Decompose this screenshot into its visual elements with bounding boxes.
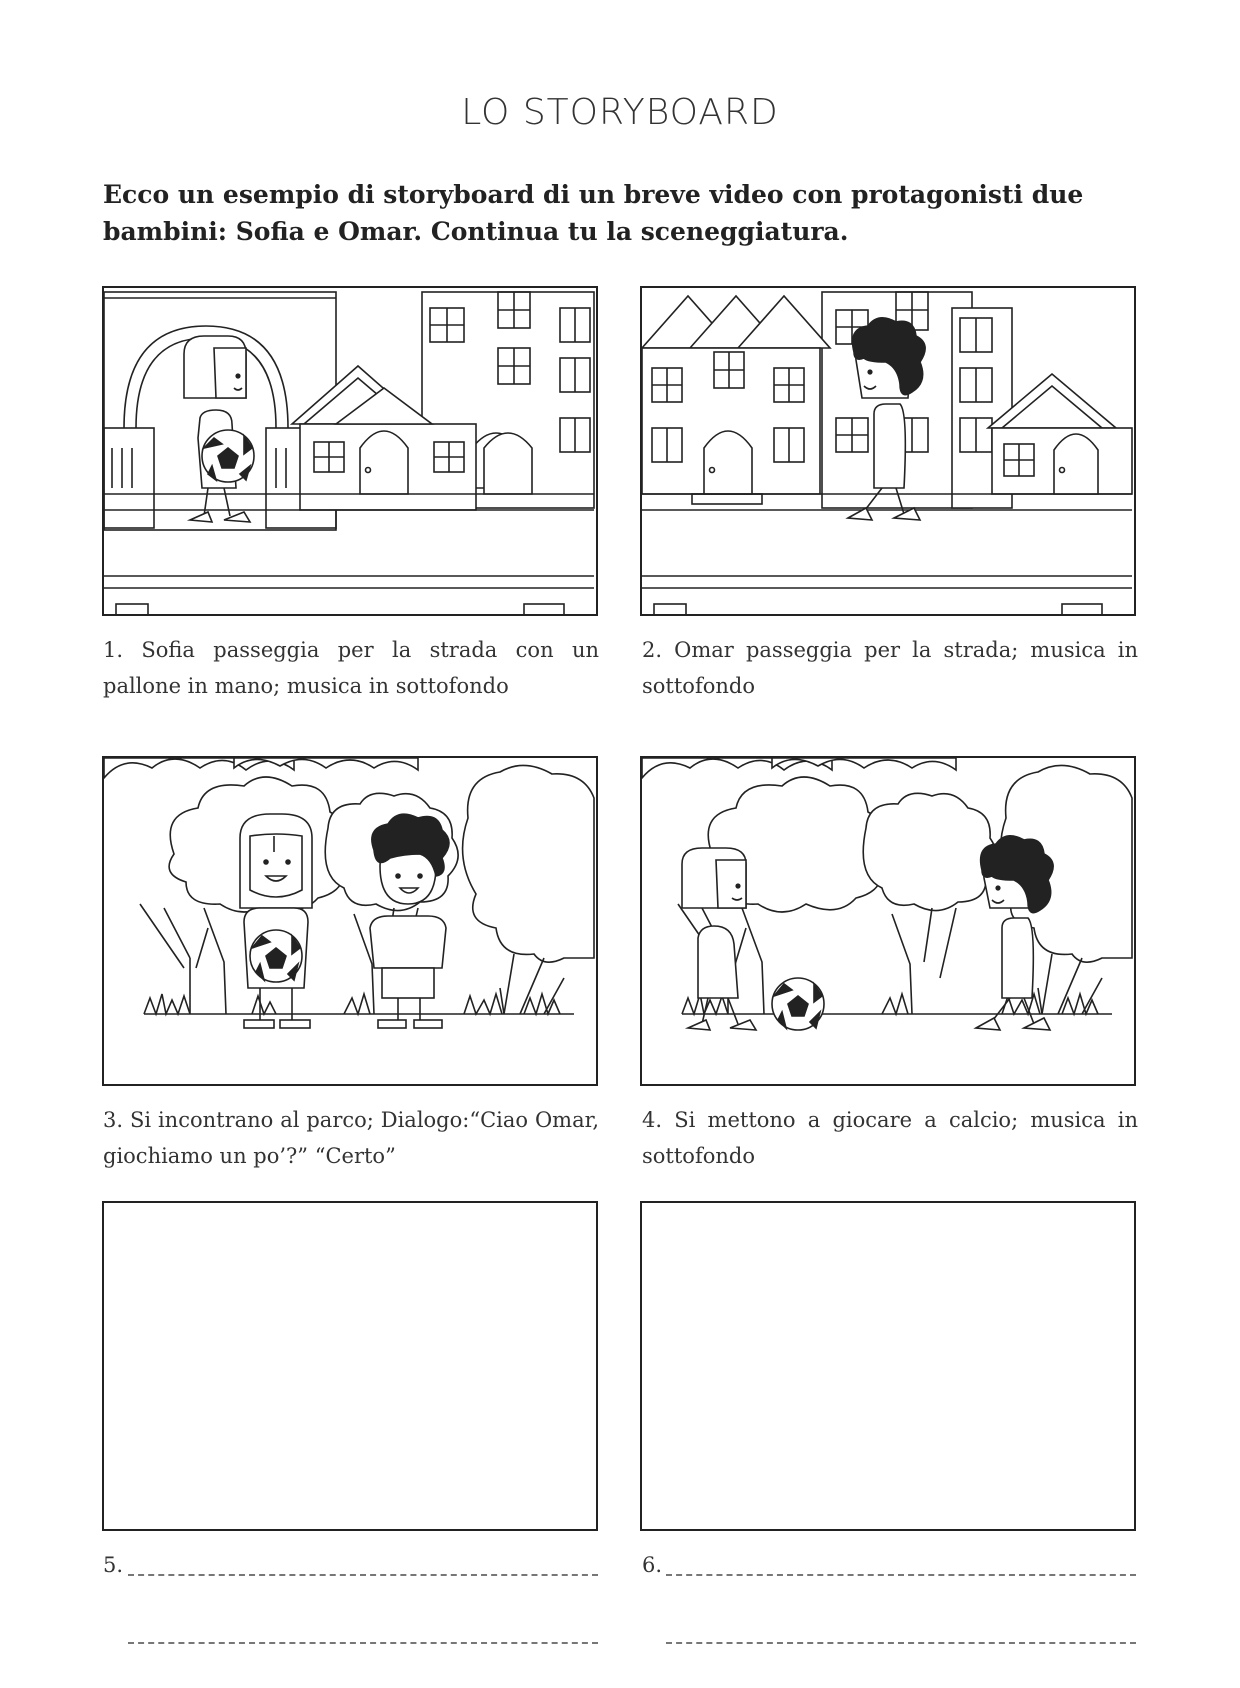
panel-1-caption: 1. Sofia passeggia per la strada con un pallone in mano; musica in sottofondo (103, 638, 599, 698)
panel-4-caption: 4. Si mettono a giocare a calcio; musica in sottofondo (642, 1108, 1138, 1168)
intro-text: Ecco un esempio di storyboard di un breve video con protagonisti due bambini: Sofia e Omar. Continua tu la sceneggiatura. (103, 180, 1084, 246)
storyboard-panel-4 (640, 756, 1136, 1086)
storyboard-panel-1 (102, 286, 598, 616)
panel-6-caption: 6. (642, 1553, 663, 1577)
panel-5-caption: 5. (103, 1553, 124, 1577)
storyboard-panel-5-empty[interactable] (102, 1201, 598, 1531)
panel-5-writing-line-1[interactable] (128, 1574, 598, 1576)
panel-6-writing-line-1[interactable] (666, 1574, 1136, 1576)
page-title: LO STORYBOARD (461, 92, 779, 133)
storyboard-panel-6-empty[interactable] (640, 1201, 1136, 1531)
panel-6-writing-line-2[interactable] (666, 1642, 1136, 1644)
panel-3-caption: 3. Si incontrano al parco; Dialogo:“Ciao Omar, giochiamo un po’?” “Certo” (103, 1108, 599, 1168)
storyboard-panel-2 (640, 286, 1136, 616)
panel-5-writing-line-2[interactable] (128, 1642, 598, 1644)
storyboard-panel-3 (102, 756, 598, 1086)
panel-2-caption: 2. Omar passeggia per la strada; musica in sottofondo (642, 638, 1138, 698)
